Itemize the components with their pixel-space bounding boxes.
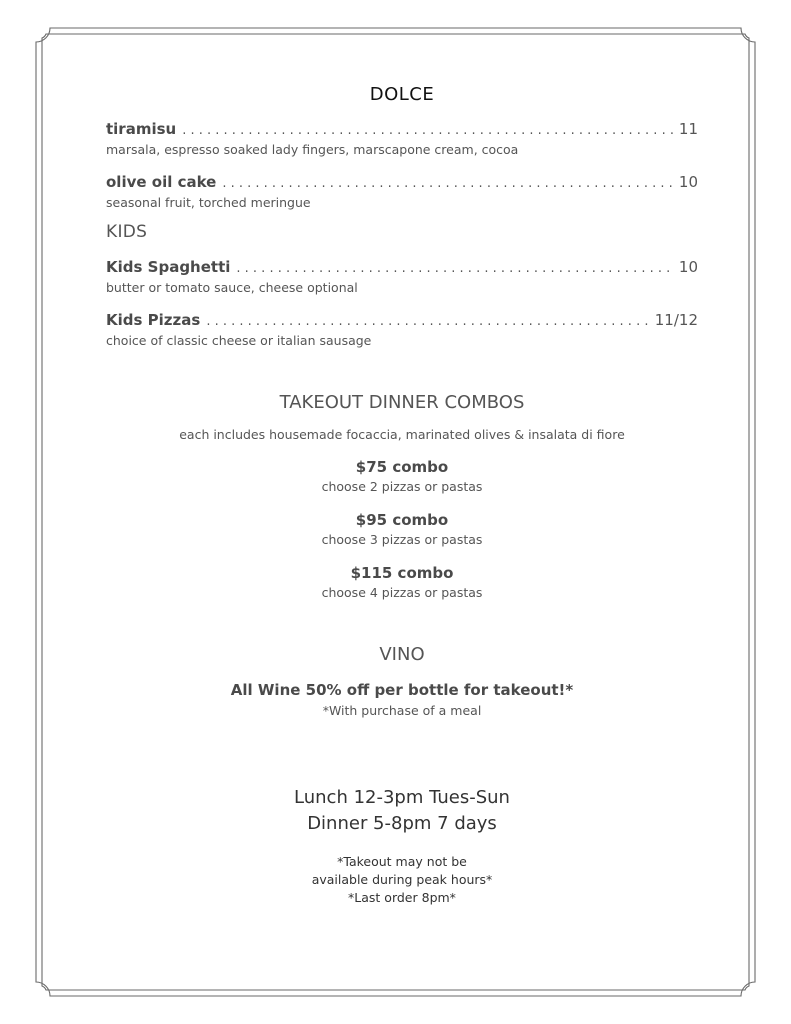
item-price: 11 <box>678 120 698 138</box>
item-price: 11/12 <box>654 311 698 329</box>
combo-price: $115 combo <box>350 564 454 582</box>
combo-description: choose 4 pizzas or pastas <box>321 585 483 600</box>
item-description: choice of classic cheese or italian sausage <box>106 333 372 348</box>
item-price: 10 <box>678 173 698 191</box>
section-title-takeout: TAKEOUT DINNER COMBOS <box>279 392 525 413</box>
takeout-note: each includes housemade focaccia, marinated olives & insalata di fiore <box>179 427 625 442</box>
menu-item-kids-spaghetti <box>106 258 698 295</box>
item-description: butter or tomato sauce, cheese optional <box>106 280 358 295</box>
item-description: marsala, espresso soaked lady fingers, marscapone cream, cocoa <box>106 142 519 157</box>
combo-description: choose 3 pizzas or pastas <box>321 532 483 547</box>
item-name: Kids Pizzas <box>106 311 201 329</box>
takeout-disclaimer <box>106 853 698 907</box>
menu-item-kids-pizzas <box>106 311 698 348</box>
combo-price: $95 combo <box>355 511 449 529</box>
dot-leader <box>206 314 650 329</box>
item-name: Kids Spaghetti <box>106 258 231 276</box>
wine-offer: All Wine 50% off per bottle for takeout!* <box>230 681 574 699</box>
disclaimer-line: *Last order 8pm* <box>348 890 456 905</box>
item-name: tiramisu <box>106 120 177 138</box>
dot-leader <box>182 123 675 138</box>
combo-75 <box>106 458 698 494</box>
wine-note: *With purchase of a meal <box>322 703 482 718</box>
lunch-hours: Lunch 12-3pm Tues-Sun <box>294 787 510 808</box>
menu-item-tiramisu <box>106 120 698 157</box>
menu-item-olive-oil-cake <box>106 173 698 210</box>
dot-leader <box>236 261 675 276</box>
combo-price: $75 combo <box>355 458 449 476</box>
item-name: olive oil cake <box>106 173 217 191</box>
dot-leader <box>222 176 675 191</box>
dinner-hours: Dinner 5-8pm 7 days <box>307 813 497 834</box>
opening-hours <box>106 785 698 837</box>
disclaimer-line: *Takeout may not be <box>337 854 467 869</box>
combo-description: choose 2 pizzas or pastas <box>321 479 483 494</box>
section-title-dolce: DOLCE <box>369 84 435 105</box>
disclaimer-line: available during peak hours* <box>311 872 493 887</box>
item-price: 10 <box>678 258 698 276</box>
combo-95 <box>106 511 698 547</box>
item-description: seasonal fruit, torched meringue <box>106 195 311 210</box>
combo-115 <box>106 564 698 600</box>
section-title-vino: VINO <box>379 644 425 665</box>
section-title-kids: KIDS <box>106 222 148 242</box>
